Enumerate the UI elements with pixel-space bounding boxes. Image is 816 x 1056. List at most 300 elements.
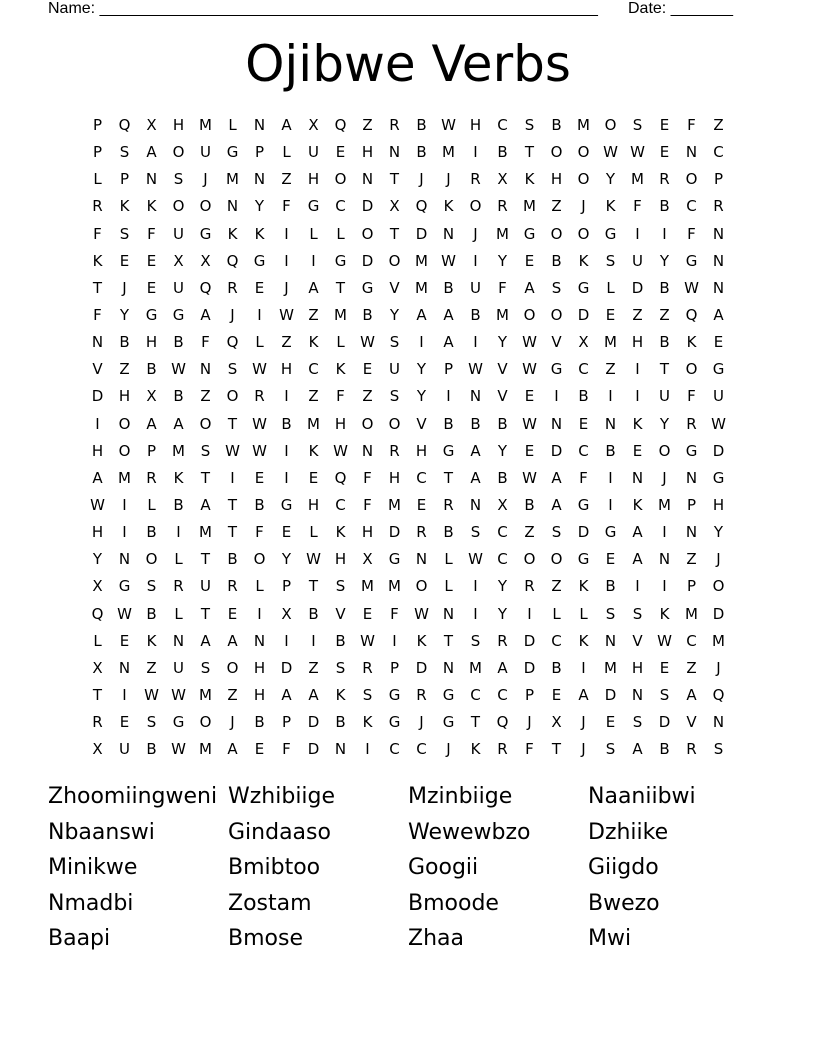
word-list-item: Zhoomiingweni [48, 784, 218, 809]
grid-cell: I [122, 523, 127, 542]
grid-cell: Y [119, 305, 130, 324]
grid-cell: W [684, 278, 699, 297]
grid-cell: R [497, 197, 508, 216]
grid-cell: A [200, 631, 211, 650]
grid-cell: O [415, 577, 428, 596]
grid-cell: A [470, 441, 481, 460]
grid-cell: B [335, 713, 346, 732]
grid-cell: O [577, 224, 590, 243]
grid-cell: K [578, 251, 589, 270]
grid-cell: D [307, 740, 320, 759]
grid-cell: A [227, 631, 238, 650]
grid-cell: N [118, 658, 131, 677]
grid-cell: I [284, 441, 289, 460]
grid-cell: W [171, 685, 186, 704]
word-list-item: Mwi [588, 926, 632, 951]
grid-cell: Y [497, 333, 508, 352]
grid-cell: A [173, 414, 184, 433]
grid-cell: A [551, 495, 562, 514]
grid-cell: R [227, 577, 238, 596]
grid-cell: I [284, 224, 289, 243]
grid-cell: L [255, 333, 264, 352]
grid-cell: K [335, 685, 346, 704]
grid-cell: F [93, 224, 102, 243]
grid-cell: R [497, 740, 508, 759]
grid-cell: C [416, 468, 427, 487]
grid-cell: Y [416, 360, 427, 379]
grid-cell: S [200, 658, 211, 677]
grid-cell: S [605, 604, 616, 623]
grid-cell: I [284, 631, 289, 650]
grid-cell: O [523, 305, 536, 324]
grid-cell: M [172, 441, 185, 460]
grid-cell: W [144, 685, 159, 704]
word-list-item: Baapi [48, 926, 111, 951]
grid-cell: I [581, 658, 586, 677]
grid-cell: J [230, 713, 235, 732]
grid-cell: O [361, 224, 374, 243]
grid-cell: Q [415, 197, 428, 216]
grid-cell: L [309, 224, 318, 243]
grid-cell: W [117, 604, 132, 623]
grid-cell: B [443, 278, 454, 297]
grid-cell: L [228, 116, 237, 134]
grid-cell: M [469, 658, 482, 677]
grid-cell: I [230, 468, 235, 487]
grid-cell: K [335, 523, 346, 542]
grid-cell: N [118, 550, 131, 569]
grid-cell: I [284, 468, 289, 487]
grid-cell: B [605, 577, 616, 596]
grid-cell: N [361, 441, 374, 460]
grid-cell: Z [308, 305, 319, 324]
grid-cell: R [443, 495, 454, 514]
grid-cell: J [473, 224, 478, 243]
grid-cell: P [92, 116, 103, 134]
grid-cell: B [146, 740, 157, 759]
grid-cell: B [659, 197, 670, 216]
grid-cell: K [308, 333, 319, 352]
grid-cell: W [252, 360, 267, 379]
grid-cell: K [227, 224, 238, 243]
grid-cell: M [631, 170, 644, 189]
grid-cell: G [577, 550, 590, 569]
grid-cell: L [174, 550, 183, 569]
grid-cell: D [523, 658, 536, 677]
grid-cell: N [91, 333, 104, 352]
grid-cell: Q [496, 713, 509, 732]
grid-cell: G [685, 251, 698, 270]
grid-cell: E [524, 387, 535, 406]
grid-cell: E [308, 468, 319, 487]
grid-cell: M [226, 170, 239, 189]
grid-cell: O [685, 170, 698, 189]
grid-cell: V [416, 414, 427, 433]
grid-cell: I [311, 631, 316, 650]
grid-cell: J [716, 658, 721, 677]
grid-cell: I [176, 523, 181, 542]
grid-cell: K [146, 631, 157, 650]
grid-cell: M [577, 116, 590, 134]
grid-cell: R [686, 414, 697, 433]
grid-cell: S [335, 577, 346, 596]
grid-cell: K [632, 495, 643, 514]
grid-cell: G [577, 495, 590, 514]
grid-cell: Y [254, 197, 265, 216]
grid-cell: F [633, 197, 642, 216]
grid-cell: U [632, 251, 643, 270]
grid-cell: G [388, 550, 401, 569]
grid-cell: L [552, 604, 561, 623]
grid-cell: D [523, 631, 536, 650]
word-list-item: Googii [408, 855, 479, 880]
grid-cell: A [497, 658, 508, 677]
grid-cell: S [173, 170, 184, 189]
grid-cell: T [308, 577, 319, 596]
word-list-item: Nmadbi [48, 890, 134, 916]
grid-cell: G [334, 251, 347, 270]
grid-cell: E [362, 604, 373, 623]
grid-cell: B [146, 360, 157, 379]
grid-cell: B [470, 305, 481, 324]
grid-cell: F [390, 604, 399, 623]
grid-cell: P [389, 658, 400, 677]
grid-cell: N [469, 387, 482, 406]
grid-cell: H [631, 333, 644, 352]
grid-cell: D [361, 251, 374, 270]
grid-cell: H [631, 658, 644, 677]
grid-cell: L [174, 604, 183, 623]
grid-cell: I [122, 495, 127, 514]
grid-cell: T [443, 468, 454, 487]
grid-cell: E [119, 631, 130, 650]
grid-cell: B [443, 414, 454, 433]
grid-cell: E [281, 523, 292, 542]
word-list-item: Naaniibwi [588, 784, 696, 809]
grid-cell: T [335, 278, 346, 297]
grid-cell: K [254, 224, 265, 243]
grid-cell: E [659, 116, 670, 134]
grid-cell: R [389, 116, 400, 134]
grid-cell: L [336, 333, 345, 352]
grid-cell: M [199, 685, 212, 704]
grid-cell: V [497, 387, 508, 406]
grid-cell: E [659, 658, 670, 677]
grid-cell: G [442, 713, 455, 732]
grid-cell: W [171, 360, 186, 379]
grid-cell: S [200, 441, 211, 460]
grid-cell: C [416, 740, 427, 759]
grid-cell: K [686, 333, 697, 352]
grid-cell: A [281, 685, 292, 704]
grid-cell: I [95, 414, 100, 433]
grid-cell: H [307, 170, 320, 189]
grid-cell: I [608, 387, 613, 406]
grid-cell: V [92, 360, 103, 379]
grid-cell: G [280, 495, 293, 514]
grid-cell: O [199, 414, 212, 433]
page-title: Ojibwe Verbs [245, 35, 571, 93]
grid-cell: O [253, 550, 266, 569]
grid-cell: F [498, 278, 507, 297]
grid-cell: O [172, 143, 185, 162]
grid-cell: J [716, 550, 721, 569]
grid-cell: F [579, 468, 588, 487]
grid-cell: J [527, 713, 532, 732]
grid-cell: V [551, 333, 562, 352]
grid-cell: H [334, 550, 347, 569]
grid-cell: T [200, 604, 211, 623]
grid-cell: M [388, 495, 401, 514]
grid-cell: X [92, 658, 103, 677]
grid-cell: D [307, 713, 320, 732]
grid-cell: T [92, 278, 103, 297]
word-list-item: Mzinbiige [408, 784, 513, 809]
grid-cell: E [659, 143, 670, 162]
grid-cell: N [442, 224, 455, 243]
grid-cell: C [551, 631, 562, 650]
grid-cell: I [257, 604, 262, 623]
grid-cell: M [361, 577, 374, 596]
grid-cell: U [713, 387, 724, 406]
grid-cell: C [497, 550, 508, 569]
grid-cell: Y [659, 414, 670, 433]
grid-cell: X [578, 333, 589, 352]
grid-cell: K [443, 197, 454, 216]
grid-cell: N [631, 468, 644, 487]
grid-cell: U [659, 387, 670, 406]
grid-cell: A [632, 550, 643, 569]
grid-cell: F [201, 333, 210, 352]
grid-cell: Y [659, 251, 670, 270]
grid-cell: W [522, 414, 537, 433]
grid-cell: N [685, 468, 698, 487]
grid-cell: A [578, 685, 589, 704]
grid-cell: O [118, 441, 131, 460]
grid-cell: U [119, 740, 130, 759]
grid-cell: B [551, 658, 562, 677]
grid-cell: F [687, 116, 696, 134]
grid-cell: I [365, 740, 370, 759]
grid-cell: N [199, 360, 212, 379]
grid-cell: R [173, 577, 184, 596]
grid-cell: E [227, 604, 238, 623]
grid-cell: C [686, 197, 697, 216]
grid-cell: P [686, 495, 697, 514]
grid-cell: F [525, 740, 534, 759]
grid-cell: N [685, 143, 698, 162]
grid-cell: W [522, 333, 537, 352]
grid-cell: H [91, 523, 104, 542]
grid-cell: S [227, 360, 238, 379]
grid-cell: B [173, 387, 184, 406]
grid-cell: Q [685, 305, 698, 324]
grid-cell: W [252, 441, 267, 460]
grid-cell: P [281, 713, 292, 732]
grid-cell: G [253, 251, 266, 270]
grid-cell: A [686, 685, 697, 704]
grid-cell: E [605, 550, 616, 569]
grid-cell: W [360, 631, 375, 650]
grid-cell: B [416, 143, 427, 162]
grid-cell: J [581, 713, 586, 732]
grid-cell: X [389, 197, 400, 216]
grid-cell: F [363, 495, 372, 514]
grid-cell: W [252, 414, 267, 433]
grid-cell: Z [308, 658, 319, 677]
grid-cell: E [335, 143, 346, 162]
grid-cell: W [603, 143, 618, 162]
grid-cell: P [443, 360, 454, 379]
grid-cell: N [226, 197, 239, 216]
grid-cell: N [712, 713, 725, 732]
grid-cell: U [200, 143, 211, 162]
grid-cell: M [334, 305, 347, 324]
grid-cell: B [335, 631, 346, 650]
grid-cell: M [496, 224, 509, 243]
grid-cell: D [712, 441, 725, 460]
grid-cell: P [686, 577, 697, 596]
grid-cell: J [230, 305, 235, 324]
grid-cell: B [551, 116, 562, 134]
grid-cell: K [92, 251, 103, 270]
grid-cell: S [524, 116, 535, 134]
grid-cell: N [172, 631, 185, 650]
grid-cell: K [632, 414, 643, 433]
word-list-item: Bmoode [408, 890, 499, 916]
grid-cell: O [145, 550, 158, 569]
grid-cell: Q [334, 116, 347, 134]
grid-cell: H [415, 441, 428, 460]
grid-cell: L [282, 143, 291, 162]
grid-cell: G [172, 305, 185, 324]
grid-cell: X [146, 387, 157, 406]
grid-cell: E [524, 441, 535, 460]
grid-cell: Q [712, 685, 725, 704]
grid-cell: Y [497, 251, 508, 270]
grid-cell: C [713, 143, 724, 162]
grid-cell: N [631, 685, 644, 704]
grid-cell: R [497, 631, 508, 650]
grid-cell: B [659, 333, 670, 352]
grid-cell: X [146, 116, 157, 134]
grid-cell: B [119, 333, 130, 352]
grid-cell: R [146, 468, 157, 487]
grid-cell: P [119, 170, 130, 189]
grid-cell: J [581, 740, 586, 759]
grid-cell: Q [334, 468, 347, 487]
grid-cell: W [468, 550, 483, 569]
grid-cell: Z [146, 658, 157, 677]
grid-cell: S [146, 577, 157, 596]
grid-cell: E [254, 468, 265, 487]
grid-cell: N [712, 278, 725, 297]
grid-cell: I [662, 523, 667, 542]
grid-cell: O [334, 170, 347, 189]
grid-cell: G [712, 360, 725, 379]
grid-cell: W [630, 143, 645, 162]
grid-cell: K [659, 604, 670, 623]
grid-cell: C [389, 740, 400, 759]
grid-cell: H [361, 143, 374, 162]
grid-cell: B [227, 550, 238, 569]
grid-cell: P [713, 170, 724, 189]
grid-cell: D [415, 224, 428, 243]
grid-cell: L [444, 550, 453, 569]
grid-cell: R [713, 197, 724, 216]
grid-cell: Z [659, 305, 670, 324]
grid-cell: Z [362, 387, 373, 406]
grid-cell: C [497, 523, 508, 542]
grid-cell: U [470, 278, 481, 297]
grid-cell: H [334, 414, 347, 433]
grid-cell: O [226, 387, 239, 406]
word-list-item: Gindaaso [228, 819, 331, 845]
grid-cell: I [662, 577, 667, 596]
grid-cell: F [687, 387, 696, 406]
grid-cell: W [657, 631, 672, 650]
grid-cell: G [604, 523, 617, 542]
grid-cell: I [662, 224, 667, 243]
grid-cell: E [578, 414, 589, 433]
grid-cell: B [497, 143, 508, 162]
grid-cell: O [388, 414, 401, 433]
grid-cell: O [550, 305, 563, 324]
grid-cell: Q [226, 333, 239, 352]
grid-cell: O [226, 658, 239, 677]
grid-cell: C [578, 360, 589, 379]
grid-cell: E [416, 495, 427, 514]
grid-cell: O [550, 550, 563, 569]
grid-cell: D [631, 278, 644, 297]
word-list-item: Bmose [228, 926, 303, 951]
grid-cell: S [632, 713, 643, 732]
grid-cell: A [227, 740, 238, 759]
grid-cell: N [658, 550, 671, 569]
grid-cell: S [605, 251, 616, 270]
grid-cell: X [497, 170, 508, 189]
grid-cell: S [146, 713, 157, 732]
grid-cell: K [524, 170, 535, 189]
grid-cell: A [416, 305, 427, 324]
grid-cell: G [172, 713, 185, 732]
grid-cell: A [632, 523, 643, 542]
grid-cell: W [90, 495, 105, 514]
grid-cell: S [659, 685, 670, 704]
grid-cell: E [524, 251, 535, 270]
grid-cell: D [550, 441, 563, 460]
grid-cell: W [360, 333, 375, 352]
grid-cell: J [581, 197, 586, 216]
grid-cell: E [119, 713, 130, 732]
word-list-item: Nbaanswi [48, 819, 155, 845]
grid-cell: V [389, 278, 400, 297]
word-list-item: Bwezo [588, 890, 660, 916]
grid-cell: T [227, 495, 238, 514]
grid-cell: Q [199, 278, 212, 297]
grid-cell: S [605, 740, 616, 759]
grid-cell: W [522, 360, 537, 379]
grid-cell: L [255, 577, 264, 596]
grid-cell: E [119, 251, 130, 270]
grid-cell: I [446, 387, 451, 406]
grid-cell: V [686, 713, 697, 732]
grid-cell: J [203, 170, 208, 189]
grid-cell: G [550, 360, 563, 379]
grid-cell: D [577, 305, 590, 324]
grid-cell: I [473, 333, 478, 352]
grid-cell: G [307, 197, 320, 216]
